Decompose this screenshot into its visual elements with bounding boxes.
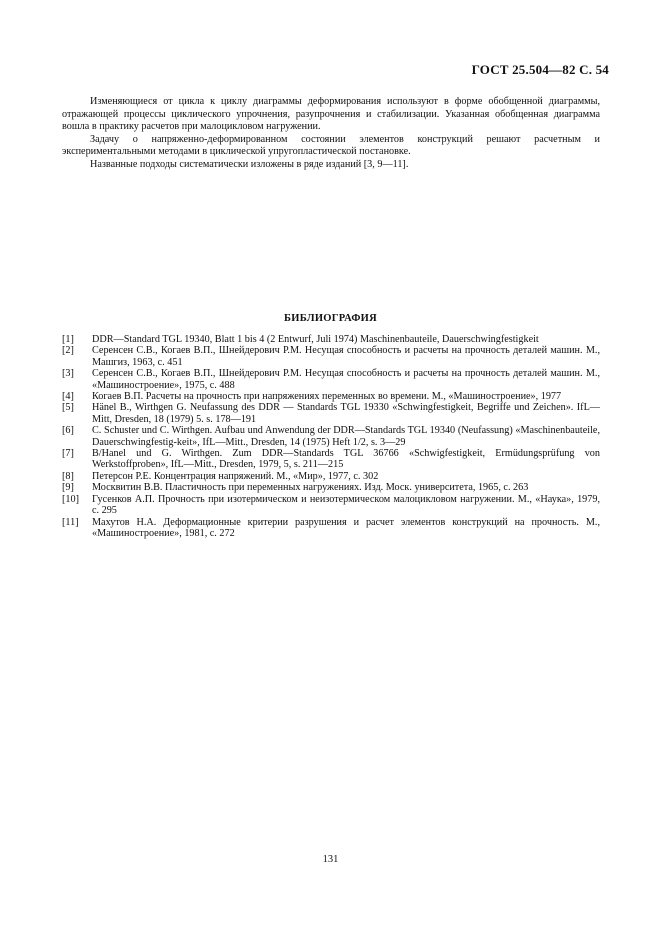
bibliography-item (62, 482, 600, 493)
bibliography-item-number: [7] (62, 448, 74, 460)
body-paragraph: Изменяющиеся от цикла к циклу диаграммы деформирования используют в форме обобщенной диаграммы, отражающей процессы циклического упрочнения, разупрочнения и стабилизации. Указанная обобщенная диаграмма вошла в практику расчетов при малоцикловом нагружении. (62, 96, 600, 133)
bibliography-item-number: [2] (62, 345, 74, 357)
bibliography-item-number: [9] (62, 482, 74, 494)
bibliography-item (62, 391, 600, 402)
bibliography-item (62, 517, 600, 540)
bibliography-item-text: DDR—Standard TGL 19340, Blatt 1 bis 4 (2 Entwurf, Juli 1974) Maschinenbauteile, Dauerschwingfestigkeit (92, 334, 539, 345)
bibliography-item-text: Когаев В.П. Расчеты на прочность при напряжениях переменных во времени. М., «Машиностроение», 1977 (92, 391, 562, 403)
bibliography-title: БИБЛИОГРАФИЯ (284, 313, 377, 324)
bibliography-item-text: C. Schuster und C. Wirthgen. Aufbau und Anwendung der DDR—Standards TGL 19340 (Neufassung) «Maschinenbauteile, Dauerschwingfestig-keit», IfL—Mitt., Dresden, 14 (1975) Heft 1/2, s. 3—29 (92, 425, 600, 448)
bibliography-item (62, 368, 600, 391)
bibliography-item-text: Москвитин В.В. Пластичность при переменных нагружениях. Изд. Моск. университета, 1965, с. 263 (92, 482, 529, 494)
bibliography-item-text: Петерсон Р.Е. Концентрация напряжений. М., «Мир», 1977, с. 302 (92, 470, 379, 482)
bibliography-list (62, 334, 600, 539)
bibliography-item-text: Hänel B., Wirthgen G. Neufassung des DDR — Standards TGL 19330 «Schwingfestigkeit, Begriffe und Zeichen». IfL—Mitt, Dresden, 18 (1979) 5. s. 178—191 (92, 402, 600, 425)
bibliography-item-text: Серенсен С.В., Когаев В.П., Шнейдерович Р.М. Несущая способность и расчеты на прочность деталей машин. М., Машгиз, 1963, с. 451 (92, 345, 600, 368)
bibliography-item (62, 334, 600, 345)
bibliography-item (62, 494, 600, 517)
bibliography-item (62, 402, 600, 425)
bibliography-item-text: Серенсен С.В., Когаев В.П., Шнейдерович Р.М. Несущая способность и расчеты на прочность деталей машин. М., «Машиностроение», 1975, с. 488 (92, 368, 600, 391)
bibliography-item (62, 448, 600, 471)
bibliography-item-number: [6] (62, 425, 74, 437)
bibliography-item-text: Махутов Н.А. Деформационные критерии разрушения и расчет элементов конструкций на прочность. М., «Машиностроение», 1981, с. 272 (92, 516, 600, 539)
document-header-code: ГОСТ 25.504—82 С. 54 (471, 62, 609, 77)
bibliography-item-number: [5] (62, 402, 74, 414)
bibliography-item-text: B/Hanel und G. Wirthgen. Zum DDR—Standards TGL 36766 «Schwigfestigkeit, Ermüdungsprüfung von Werkstoffproben», IfL—Mitt., Dresden, 1979, 5, s. 211—215 (92, 448, 600, 471)
bibliography-item-number: [3] (62, 368, 74, 380)
page-number: 131 (322, 854, 339, 865)
bibliography-item-number: [10] (62, 493, 79, 505)
bibliography-item (62, 471, 600, 482)
bibliography-item-number: [4] (62, 391, 74, 403)
body-text (62, 96, 600, 172)
bibliography-item-number: [8] (62, 470, 74, 482)
bibliography-item-number: [1] (62, 334, 74, 345)
bibliography-item-number: [11] (62, 516, 79, 528)
bibliography-item-text: Гусенков А.П. Прочность при изотермическом и неизотермическом малоцикловом нагружении. М., «Наука», 1979, с. 295 (92, 493, 600, 517)
bibliography-item (62, 425, 600, 448)
body-paragraph: Названные подходы систематически изложены в ряде изданий [3, 9—11]. (90, 158, 409, 170)
bibliography-item (62, 345, 600, 368)
body-paragraph: Задачу о напряженно-деформированном состоянии элементов конструкций решают расчетным и экспериментальными методами в циклической упругопластической постановке. (62, 133, 600, 158)
